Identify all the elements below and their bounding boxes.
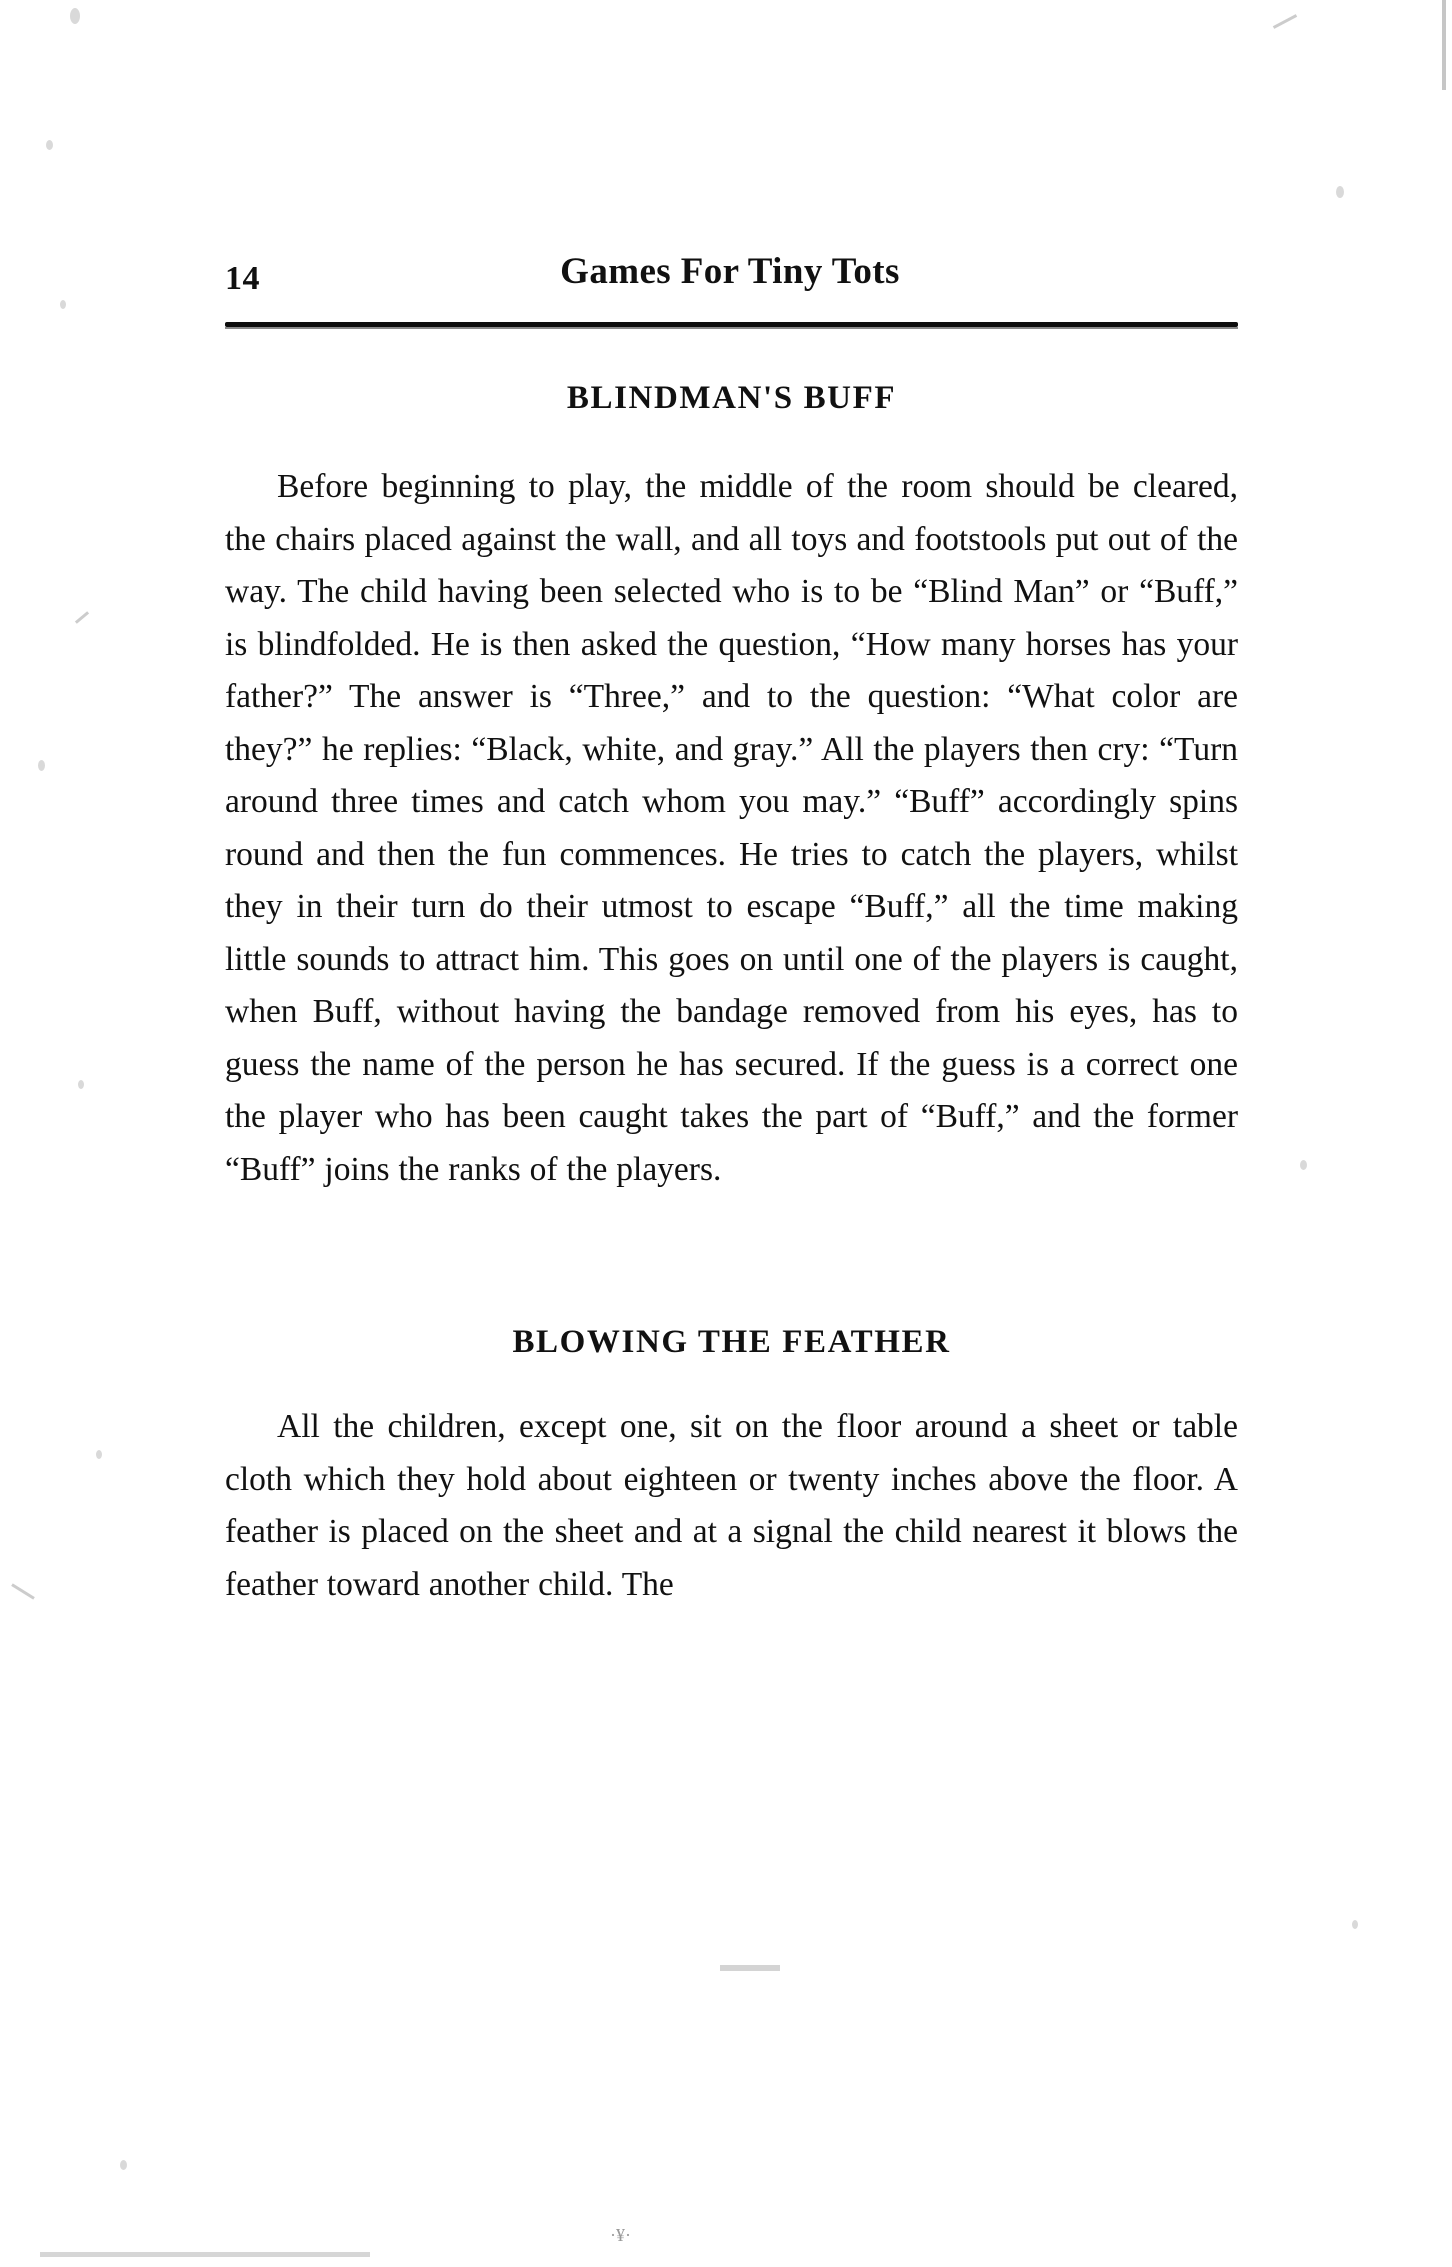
section-heading-blindmans-buff: BLINDMAN'S BUFF xyxy=(566,380,897,416)
scan-streak xyxy=(75,611,89,624)
scan-speck xyxy=(1300,1160,1307,1170)
scan-speck xyxy=(38,760,45,771)
text-column xyxy=(225,380,1238,1611)
scan-edge-artifact xyxy=(1442,0,1446,90)
scan-speck xyxy=(46,140,53,150)
scan-streak xyxy=(11,1583,35,1599)
scan-speck xyxy=(78,1080,84,1089)
scan-smudge xyxy=(720,1965,780,1971)
scan-speck xyxy=(1352,1920,1358,1929)
scan-speck xyxy=(120,2160,127,2170)
scan-speck xyxy=(96,1450,102,1459)
scan-tick-mark: ·¥· xyxy=(610,2225,631,2245)
header-rule xyxy=(225,322,1238,327)
page-number: 14 xyxy=(225,260,260,297)
running-head xyxy=(225,250,1235,312)
scan-speck xyxy=(70,8,80,24)
section-heading-blowing-the-feather: BLOWING THE FEATHER xyxy=(512,1324,951,1360)
scan-speck xyxy=(60,300,66,309)
scan-streak xyxy=(1273,14,1297,29)
scan-edge-artifact xyxy=(40,2252,370,2257)
section-paragraph-blowing-the-feather: All the children, except one, sit on the floor around a sheet or table cloth which they hold about eighteen or twenty inches above the floor. A feather is placed on the sheet and at a signal the child nearest it blows the feather toward another child. The xyxy=(225,1408,1238,1603)
scan-speck xyxy=(1336,186,1344,198)
section-paragraph-blindmans-buff: Before beginning to play, the middle of the room should be cleared, the chairs placed against the wall, and all toys and footstools put out of the way. The child having been selected who is to be “Blind Man” or “Buff,” is blindfolded. He is then asked the question, “How many horses has your father?” The answer is “Three,” and to the question: “What color are they?” he replies: “Black, white, and gray.” All the players then cry: “Turn around three times and catch whom you may.” “Buff” accordingly spins round and then the fun commences. He tries to catch the players, whilst they in their turn do their utmost to escape “Buff,” all the time making little sounds to attract him. This goes on until one of the players is caught, when Buff, without having the bandage removed from his eyes, has to guess the name of the person he has secured. If the guess is a correct one the player who has been caught takes the part of “Buff,” and the former “Buff” joins the ranks of the players. xyxy=(225,468,1238,1188)
book-title: Games For Tiny Tots xyxy=(560,251,900,292)
